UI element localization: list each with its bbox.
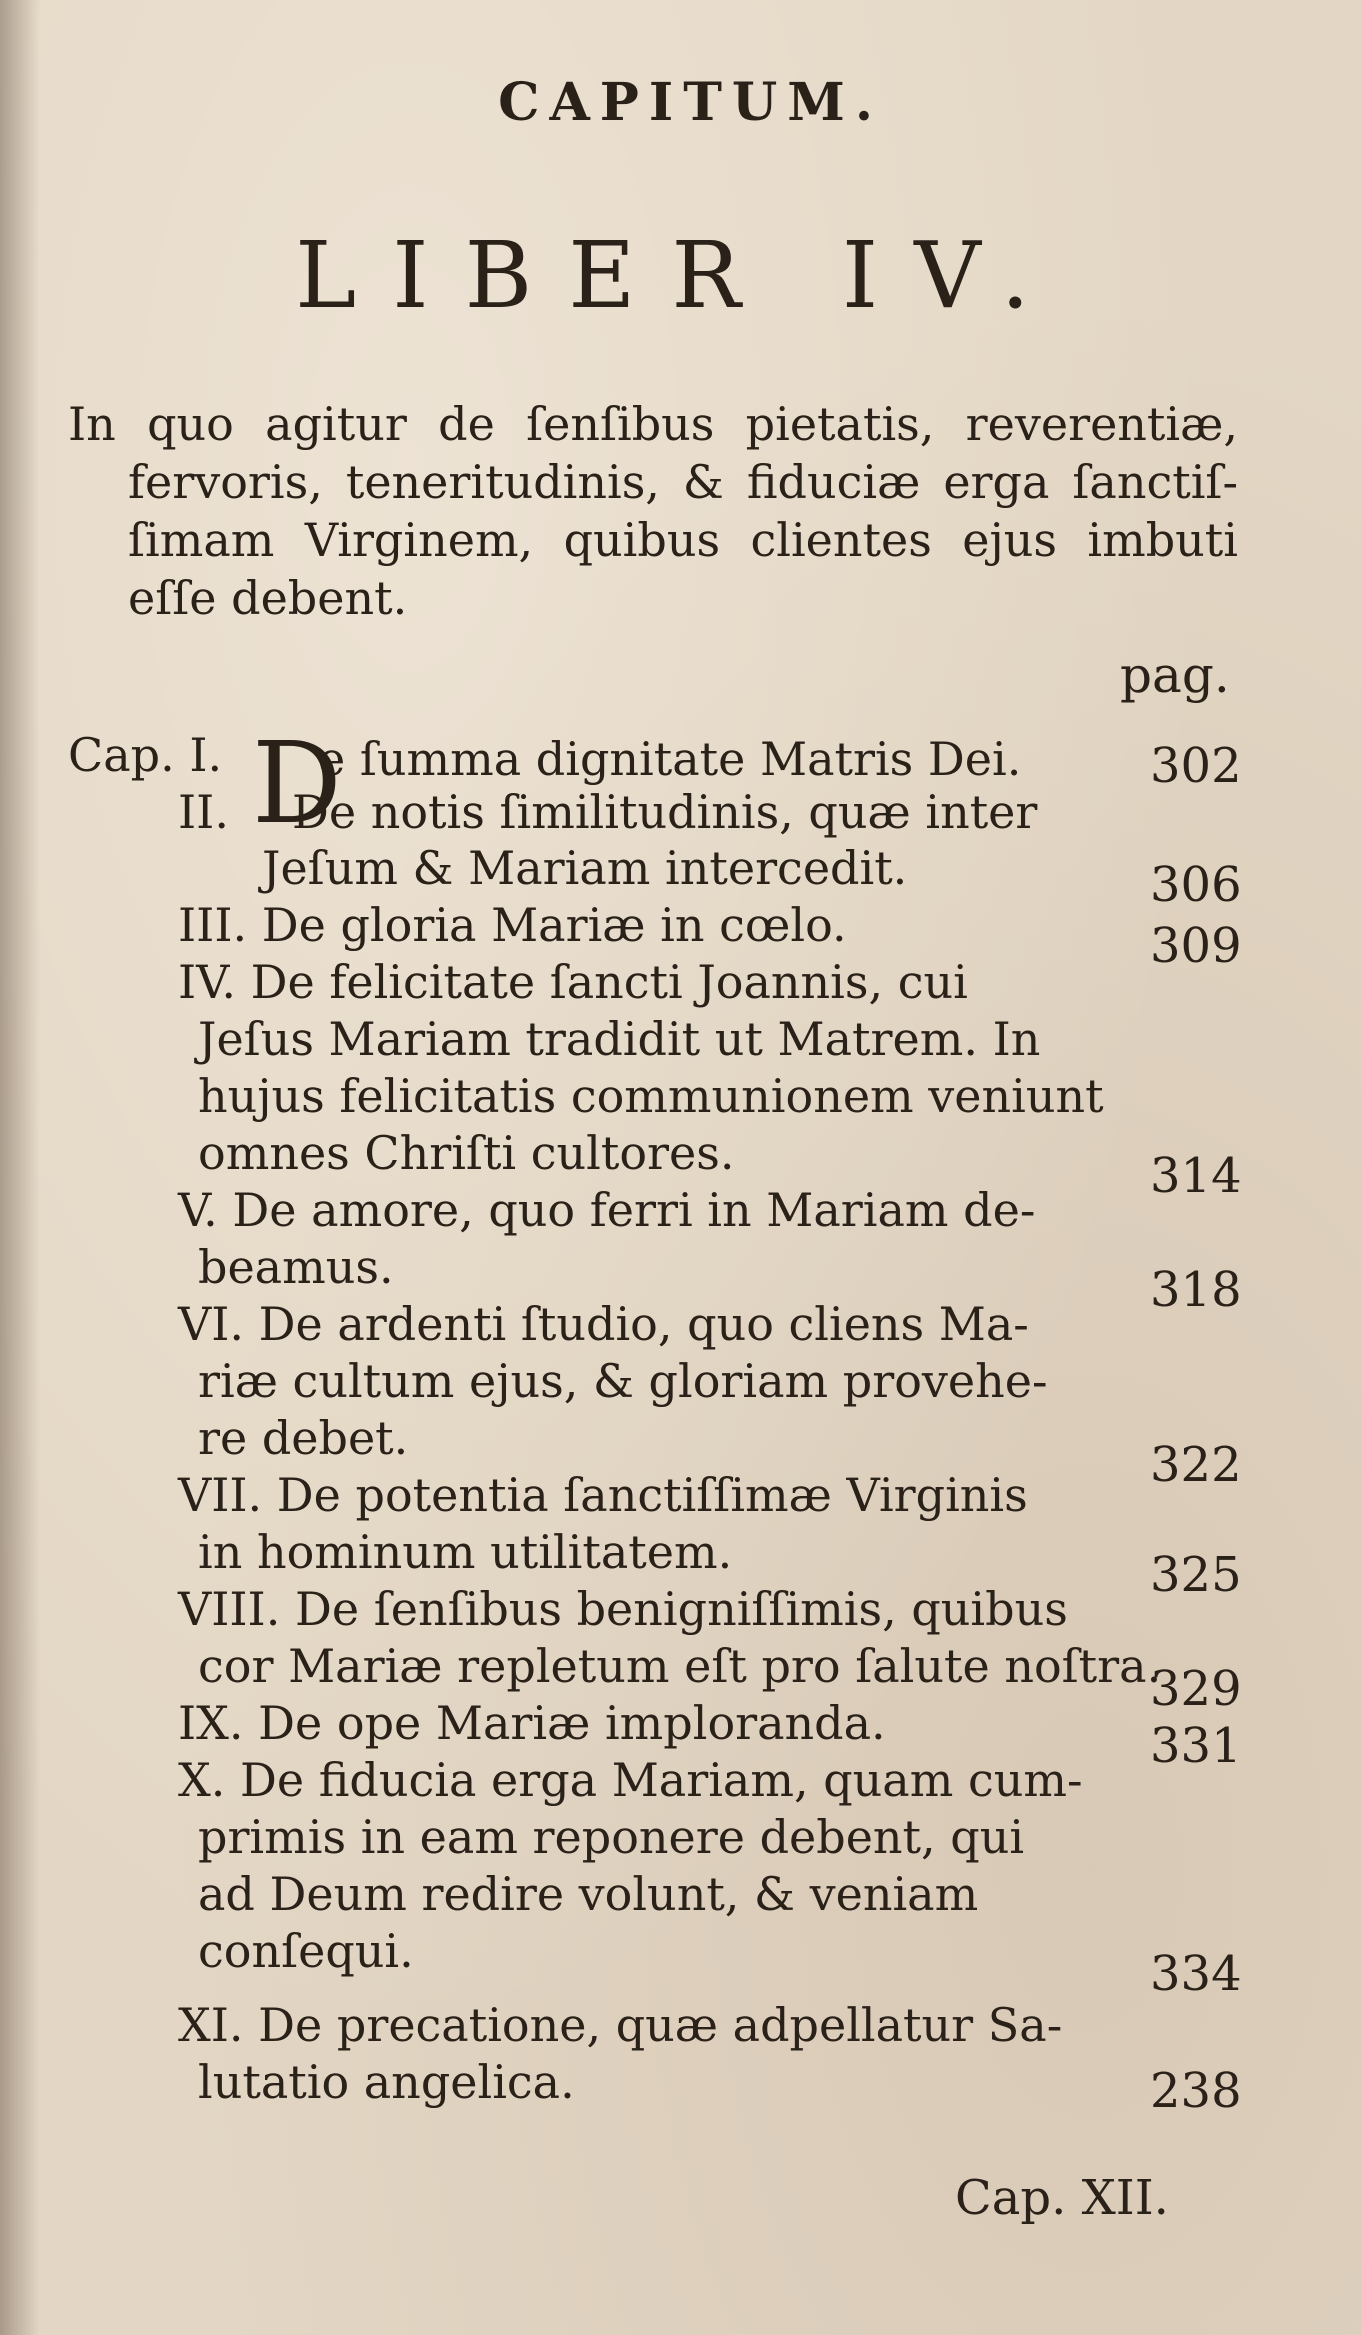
page-number: 318 <box>1150 1262 1242 1318</box>
toc-line: X. De fiducia erga Mariam, quam cum- <box>178 1753 1083 1807</box>
page-number: 314 <box>1150 1148 1242 1204</box>
toc-line: hujus felicitatis communionem veniunt <box>198 1069 1104 1123</box>
toc-line: beamus. <box>198 1240 394 1294</box>
running-head: CAPITUM. <box>498 72 883 133</box>
toc-line: XI. De precatione, quæ adpellatur Sa- <box>178 1998 1063 2052</box>
toc-line: II. <box>178 785 229 839</box>
gutter-shadow <box>0 0 40 2335</box>
toc-line: De notis ſimilitudinis, quæ inter <box>292 785 1038 839</box>
cap-label: Cap. <box>68 728 175 782</box>
page-number: 302 <box>1150 738 1242 794</box>
toc-line: VII. De potentia ſanctiſſimæ Virginis <box>178 1468 1028 1522</box>
drop-cap: D <box>252 719 342 849</box>
toc-line: lutatio angelica. <box>198 2055 575 2109</box>
page-number: 309 <box>1150 918 1242 974</box>
toc-line: in hominum utilitatem. <box>198 1525 733 1579</box>
intro-line: fervoris, teneritudinis, & fiduciæ erga ſanctiſ- <box>128 455 1238 509</box>
book-intro <box>68 395 1238 627</box>
book-title: LIBER IV. <box>295 222 1066 329</box>
chapter-one-numeral: I. <box>189 728 223 782</box>
toc-line: VIII. De ſenſibus benigniſſimis, quibus <box>178 1582 1068 1636</box>
page-number: 322 <box>1150 1437 1242 1493</box>
intro-line: eſſe debent. <box>128 571 408 625</box>
page-number: 325 <box>1150 1547 1242 1603</box>
page-number: 306 <box>1150 857 1242 913</box>
page-number: 331 <box>1150 1718 1242 1774</box>
page-column-label: pag. <box>1120 646 1230 704</box>
toc-line: cor Mariæ repletum eſt pro ſalute noſtra. <box>198 1639 1162 1693</box>
catchword: Cap. XII. <box>955 2170 1169 2226</box>
toc-line: IX. De ope Mariæ imploranda. <box>178 1696 886 1750</box>
toc-line: IV. De felicitate ſancti Joannis, cui <box>178 955 968 1009</box>
intro-line: In quo agitur de ſenſibus pietatis, reverentiæ, <box>68 397 1238 451</box>
toc-line: III. De gloria Mariæ in cœlo. <box>178 898 847 952</box>
toc-line: riæ cultum ejus, & gloriam provehe- <box>198 1354 1048 1408</box>
toc-line: Jeſus Mariam tradidit ut Matrem. In <box>198 1012 1041 1066</box>
toc-line: V. De amore, quo ferri in Mariam de- <box>178 1183 1036 1237</box>
toc-line: re debet. <box>198 1411 409 1465</box>
page-number: 238 <box>1150 2063 1242 2119</box>
toc-line: ad Deum redire volunt, & veniam <box>198 1867 979 1921</box>
intro-line: ſimam Virginem, quibus clientes ejus imbuti <box>128 513 1238 567</box>
toc-line: VI. De ardenti ſtudio, quo cliens Ma- <box>178 1297 1029 1351</box>
toc-line: conſequi. <box>198 1924 414 1978</box>
toc-line: Jeſum & Mariam intercedit. <box>262 841 908 895</box>
toc-line: omnes Chriſti cultores. <box>198 1126 735 1180</box>
page-number: 329 <box>1150 1661 1242 1717</box>
page-number: 334 <box>1150 1946 1242 2002</box>
toc-line: primis in eam reponere debent, qui <box>198 1810 1025 1864</box>
toc-line: e ſumma dignitate Matris Dei. <box>318 732 1022 786</box>
chapter-prefix <box>68 728 222 782</box>
